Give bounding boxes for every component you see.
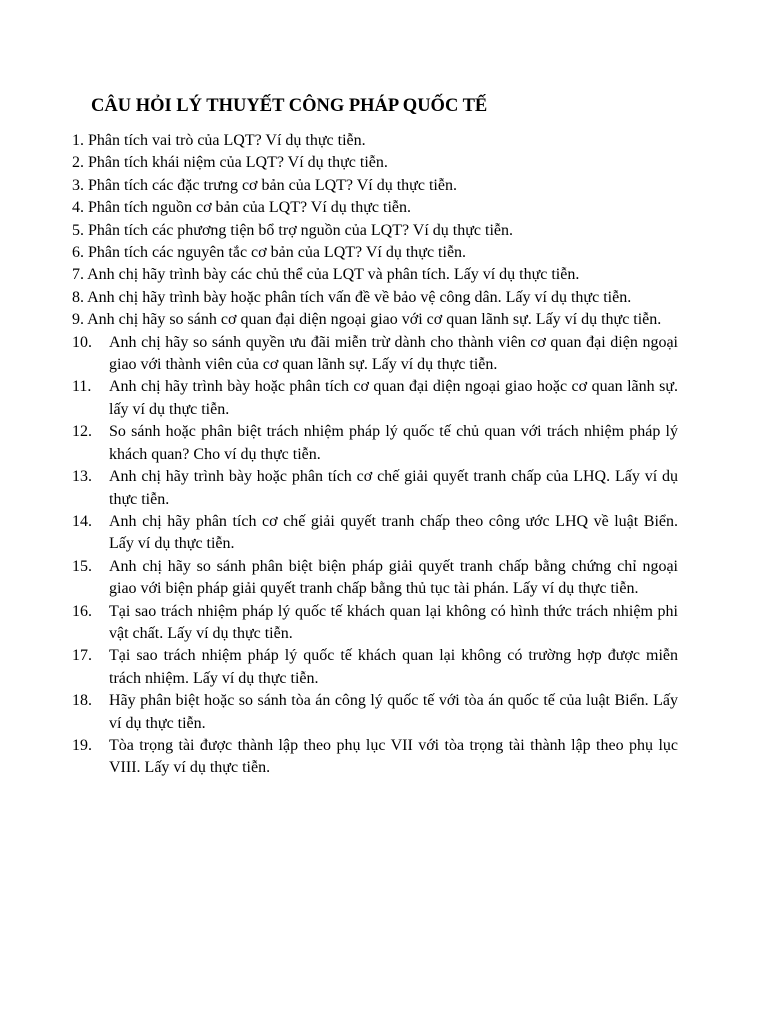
question-number: 11.	[72, 378, 92, 396]
question-number: 4.	[72, 199, 84, 217]
question-number: 7.	[72, 266, 84, 284]
question-number: 19.	[72, 736, 92, 754]
question-item	[72, 421, 678, 466]
question-item	[72, 287, 678, 309]
question-number: 17.	[72, 647, 92, 665]
question-item	[72, 309, 678, 331]
question-item	[72, 264, 678, 286]
question-item	[72, 601, 678, 646]
question-item	[72, 332, 678, 377]
question-item	[72, 130, 678, 152]
question-text: Phân tích khái niệm của LQT? Ví dụ thực tiễn.	[88, 154, 388, 172]
question-number: 9.	[72, 311, 84, 329]
question-item	[72, 735, 678, 780]
question-number: 18.	[72, 692, 92, 710]
question-item	[72, 197, 678, 219]
question-item	[72, 175, 678, 197]
question-number: 3.	[72, 176, 84, 194]
question-text: Tại sao trách nhiệm pháp lý quốc tế khách quan lại không có hình thức trách nhiệm phi vật chất. Lấy ví dụ thực tiễn.	[109, 602, 678, 642]
question-number: 14.	[72, 512, 92, 530]
question-text: Tòa trọng tài được thành lập theo phụ lục VII với tòa trọng tài thành lập theo phụ lục VIII. Lấy ví dụ thực tiễn.	[109, 736, 678, 777]
question-number: 12.	[72, 423, 92, 441]
question-item	[72, 466, 678, 511]
question-number: 5.	[72, 221, 84, 239]
document-title: CÂU HỎI LÝ THUYẾT CÔNG PHÁP QUỐC TẾ	[91, 96, 488, 116]
question-number: 8.	[72, 288, 84, 306]
question-text: Hãy phân biệt hoặc so sánh tòa án công lý quốc tế với tòa án quốc tế của luật Biển. Lấy ví dụ thực tiễn.	[109, 692, 678, 732]
question-text: Anh chị hãy trình bày các chủ thể của LQT và phân tích. Lấy ví dụ thực tiễn.	[87, 266, 580, 284]
question-number: 1.	[72, 132, 84, 149]
question-text: Phân tích các nguyên tắc cơ bản của LQT? Ví dụ thực tiễn.	[88, 244, 467, 262]
question-list	[72, 130, 678, 780]
question-number: 16.	[72, 602, 92, 620]
question-text: So sánh hoặc phân biệt trách nhiệm pháp lý quốc tế chủ quan với trách nhiệm pháp lý khách quan? Cho ví dụ thực tiễn.	[109, 423, 678, 463]
question-text: Tại sao trách nhiệm pháp lý quốc tế khách quan lại không có trường hợp được miễn trách nhiệm. Lấy ví dụ thực tiễn.	[109, 647, 678, 687]
question-text: Anh chị hãy trình bày hoặc phân tích cơ quan đại diện ngoại giao hoặc cơ quan lãnh sự. lấy ví dụ thực tiễn.	[109, 378, 678, 418]
question-text: Anh chị hãy so sánh quyền ưu đãi miễn trừ dành cho thành viên cơ quan đại diện ngoại giao với thành viên của cơ quan lãnh sự. Lấy ví dụ thực tiễn.	[109, 333, 678, 374]
question-item	[72, 645, 678, 690]
question-number: 13.	[72, 468, 92, 486]
question-text: Phân tích các phương tiện bổ trợ nguồn của LQT? Ví dụ thực tiễn.	[88, 221, 513, 239]
question-item	[72, 556, 678, 601]
question-number: 6.	[72, 244, 84, 262]
question-item	[72, 220, 678, 242]
question-item	[72, 511, 678, 556]
question-text: Anh chị hãy trình bày hoặc phân tích cơ chế giải quyết tranh chấp của LHQ. Lấy ví dụ thực tiễn.	[109, 468, 678, 508]
question-number: 2.	[72, 154, 84, 172]
question-number: 10.	[72, 333, 92, 351]
question-item	[72, 152, 678, 174]
question-number: 15.	[72, 557, 92, 575]
question-text: Anh chị hãy so sánh phân biệt biện pháp giải quyết tranh chấp bằng chứng chỉ ngoại giao với biện pháp giải quyết tranh chấp bằng thủ tục tài phán. Lấy ví dụ thực tiễn.	[109, 557, 678, 598]
question-text: Anh chị hãy so sánh cơ quan đại diện ngoại giao với cơ quan lãnh sự. Lấy ví dụ thực tiễn.	[87, 311, 662, 329]
question-item	[72, 690, 678, 735]
question-text: Phân tích vai trò của LQT? Ví dụ thực tiễn.	[88, 132, 366, 149]
question-text: Anh chị hãy phân tích cơ chế giải quyết tranh chấp theo công ước LHQ về luật Biển. Lấy ví dụ thực tiễn.	[109, 512, 678, 553]
question-text: Anh chị hãy trình bày hoặc phân tích vấn đề về bảo vệ công dân. Lấy ví dụ thực tiễn.	[87, 288, 632, 306]
question-text: Phân tích các đặc trưng cơ bản của LQT? Ví dụ thực tiễn.	[88, 176, 457, 194]
question-item	[72, 376, 678, 421]
question-item	[72, 242, 678, 264]
question-text: Phân tích nguồn cơ bản của LQT? Ví dụ thực tiễn.	[88, 199, 411, 217]
